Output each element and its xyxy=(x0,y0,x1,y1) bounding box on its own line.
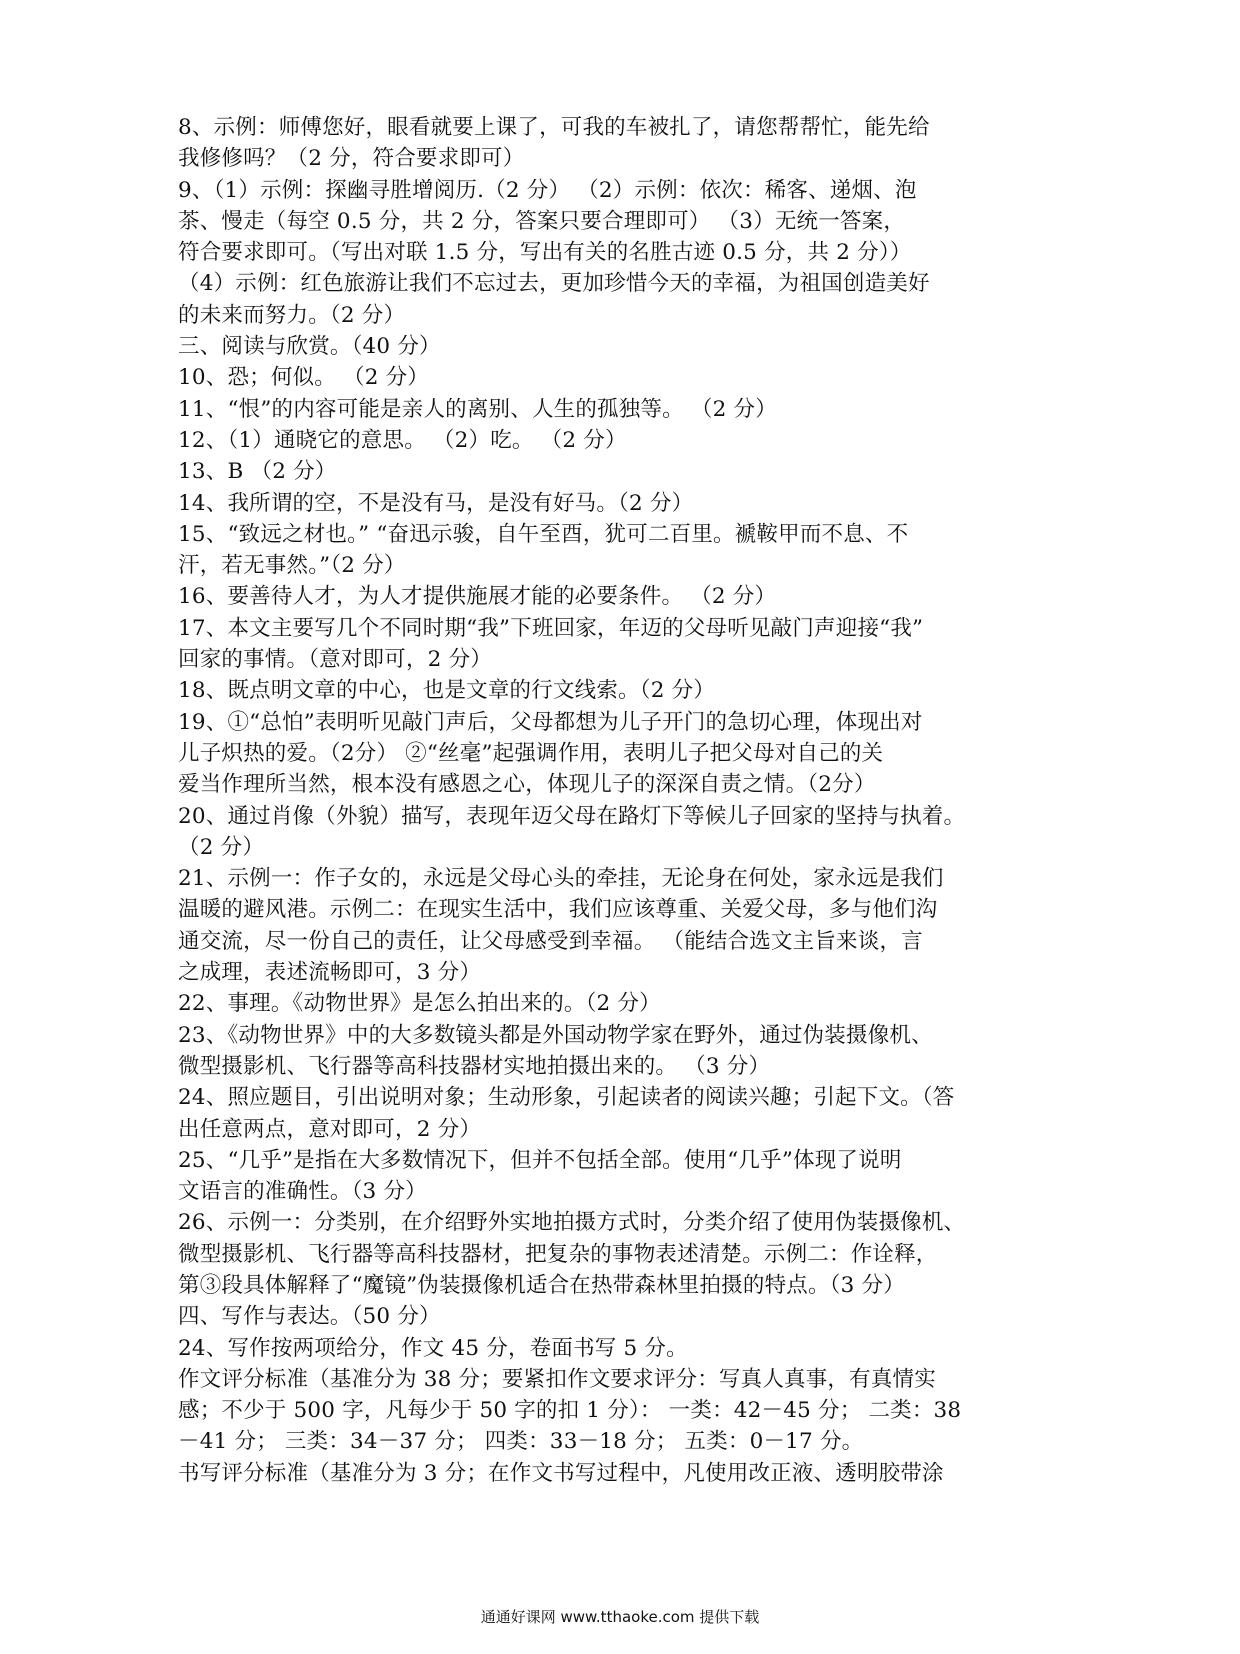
answer-line: 15、“致远之材也。” “奋迅示骏，自午至酉，犹可二百里。褫鞍甲而不息、不 xyxy=(178,521,909,547)
answer-line: 23、《动物世界》中的大多数镜头都是外国动物学家在野外，通过伪装摄像机、 xyxy=(178,1022,933,1048)
answer-line: 13、B （2 分） xyxy=(178,459,337,485)
answer-line: 回家的事情。（意对即可，2 分） xyxy=(178,647,492,673)
answer-line: 微型摄影机、飞行器等高科技器材，把复杂的事物表述清楚。示例二：作诠释， xyxy=(178,1241,938,1267)
answer-line: 儿子炽热的爱。（2分） ②“丝毫”起强调作用，表明儿子把父母对自己的关 xyxy=(178,740,884,766)
answer-line: 16、要善待人才，为人才提供施展才能的必要条件。 （2 分） xyxy=(178,584,777,610)
answer-line: 茶、慢走（每空 0.5 分，共 2 分，答案只要合理即可） （3）无统一答案， xyxy=(178,208,906,234)
answer-line: 8、示例：师傅您好，眼看就要上课了，可我的车被扎了，请您帮帮忙，能先给 xyxy=(178,115,930,140)
answer-line: 汗，若无事然。”（2 分） xyxy=(178,553,406,579)
answer-line: 9、（1）示例：探幽寻胜增阅历.（2 分） （2）示例：依次：稀客、递烟、泡 xyxy=(178,177,917,203)
page-footer: 通通好课网 www.tthaoke.com 提供下载 xyxy=(480,1608,760,1626)
answer-line: 出任意两点，意对即可，2 分） xyxy=(178,1116,482,1142)
answer-line: 通交流，尽一份自己的责任，让父母感受到幸福。 （能结合选文主旨来谈，言 xyxy=(178,928,923,954)
answer-line: 书写评分标准（基准分为 3 分；在作文书写过程中，凡使用改正液、透明胶带涂 xyxy=(178,1460,944,1486)
answer-line: 感；不少于 500 字，凡每少于 50 字的扣 1 分）： 一类：42－45 分； 二类：38 xyxy=(178,1398,962,1424)
answer-line: 19、①“总怕”表明听见敲门声后，父母都想为儿子开门的急切心理，体现出对 xyxy=(178,709,923,735)
answer-line: 作文评分标准（基准分为 38 分；要紧扣作文要求评分：写真人真事，有真情实 xyxy=(178,1366,936,1392)
answer-line: 之成理，表述流畅即可，3 分） xyxy=(178,960,482,986)
answer-line: 12、（1）通晓它的意思。 （2）吃。 （2 分） xyxy=(178,427,627,453)
answer-line: 微型摄影机、飞行器等高科技器材实地拍摄出来的。 （3 分） xyxy=(178,1053,771,1079)
answer-line: 21、示例一：作子女的，永远是父母心头的牵挂，无论身在何处，家永远是我们 xyxy=(178,866,944,892)
answer-key-body xyxy=(178,112,1058,1489)
answer-line: 10、恐；何似。 （2 分） xyxy=(178,365,430,391)
answer-line: 17、本文主要写几个不同时期“我”下班回家，年迈的父母听见敲门声迎接“我” xyxy=(178,615,924,641)
answer-line: 11、“恨”的内容可能是亲人的离别、人生的孤独等。 （2 分） xyxy=(178,396,777,422)
answer-line: 25、“几乎”是指在大多数情况下，但并不包括全部。使用“几乎”体现了说明 xyxy=(178,1147,902,1173)
answer-line: 24、照应题目，引出说明对象；生动形象，引起读者的阅读兴趣；引起下文。（答 xyxy=(178,1085,955,1111)
section-heading-writing: 四、写作与表达。（50 分） xyxy=(178,1304,441,1330)
answer-line: 22、事理。《动物世界》是怎么拍出来的。（2 分） xyxy=(178,991,661,1017)
answer-line: 18、既点明文章的中心，也是文章的行文线索。（2 分） xyxy=(178,678,716,704)
answer-line: 14、我所谓的空，不是没有马，是没有好马。（2 分） xyxy=(178,490,694,516)
answer-line: 符合要求即可。（写出对联 1.5 分，写出有关的名胜古迹 0.5 分，共 2 分）） xyxy=(178,240,912,266)
answer-line: （2 分） xyxy=(178,834,265,860)
answer-line: 温暖的避风港。示例二：在现实生活中，我们应该尊重、关爱父母，多与他们沟 xyxy=(178,897,938,923)
answer-line: 的未来而努力。（2 分） xyxy=(178,302,406,328)
answer-line: 24、写作按两项给分，作文 45 分，卷面书写 5 分。 xyxy=(178,1335,688,1361)
answer-line: 我修修吗？（2 分，符合要求即可） xyxy=(178,146,525,172)
section-heading-reading: 三、阅读与欣赏。（40 分） xyxy=(178,334,441,360)
answer-line: 文语言的准确性。（3 分） xyxy=(178,1179,427,1205)
answer-line: 第③段具体解释了“魔镜”伪装摄像机适合在热带森林里拍摄的特点。（3 分） xyxy=(178,1272,905,1298)
answer-line: 爱当作理所当然，根本没有感恩之心，体现儿子的深深自责之情。（2分） xyxy=(178,772,876,798)
answer-line: －41 分； 三类：34－37 分； 四类：33－18 分； 五类：0－17 分。 xyxy=(178,1429,864,1455)
answer-line: 26、示例一：分类别，在介绍野外实地拍摄方式时，分类介绍了使用伪装摄像机、 xyxy=(178,1210,966,1236)
answer-line: 20、通过肖像（外貌）描写，表现年迈父母在路灯下等候儿子回家的坚持与执着。 xyxy=(178,803,966,829)
answer-line: （4）示例：红色旅游让我们不忘过去，更加珍惜今天的幸福，为祖国创造美好 xyxy=(178,271,930,297)
